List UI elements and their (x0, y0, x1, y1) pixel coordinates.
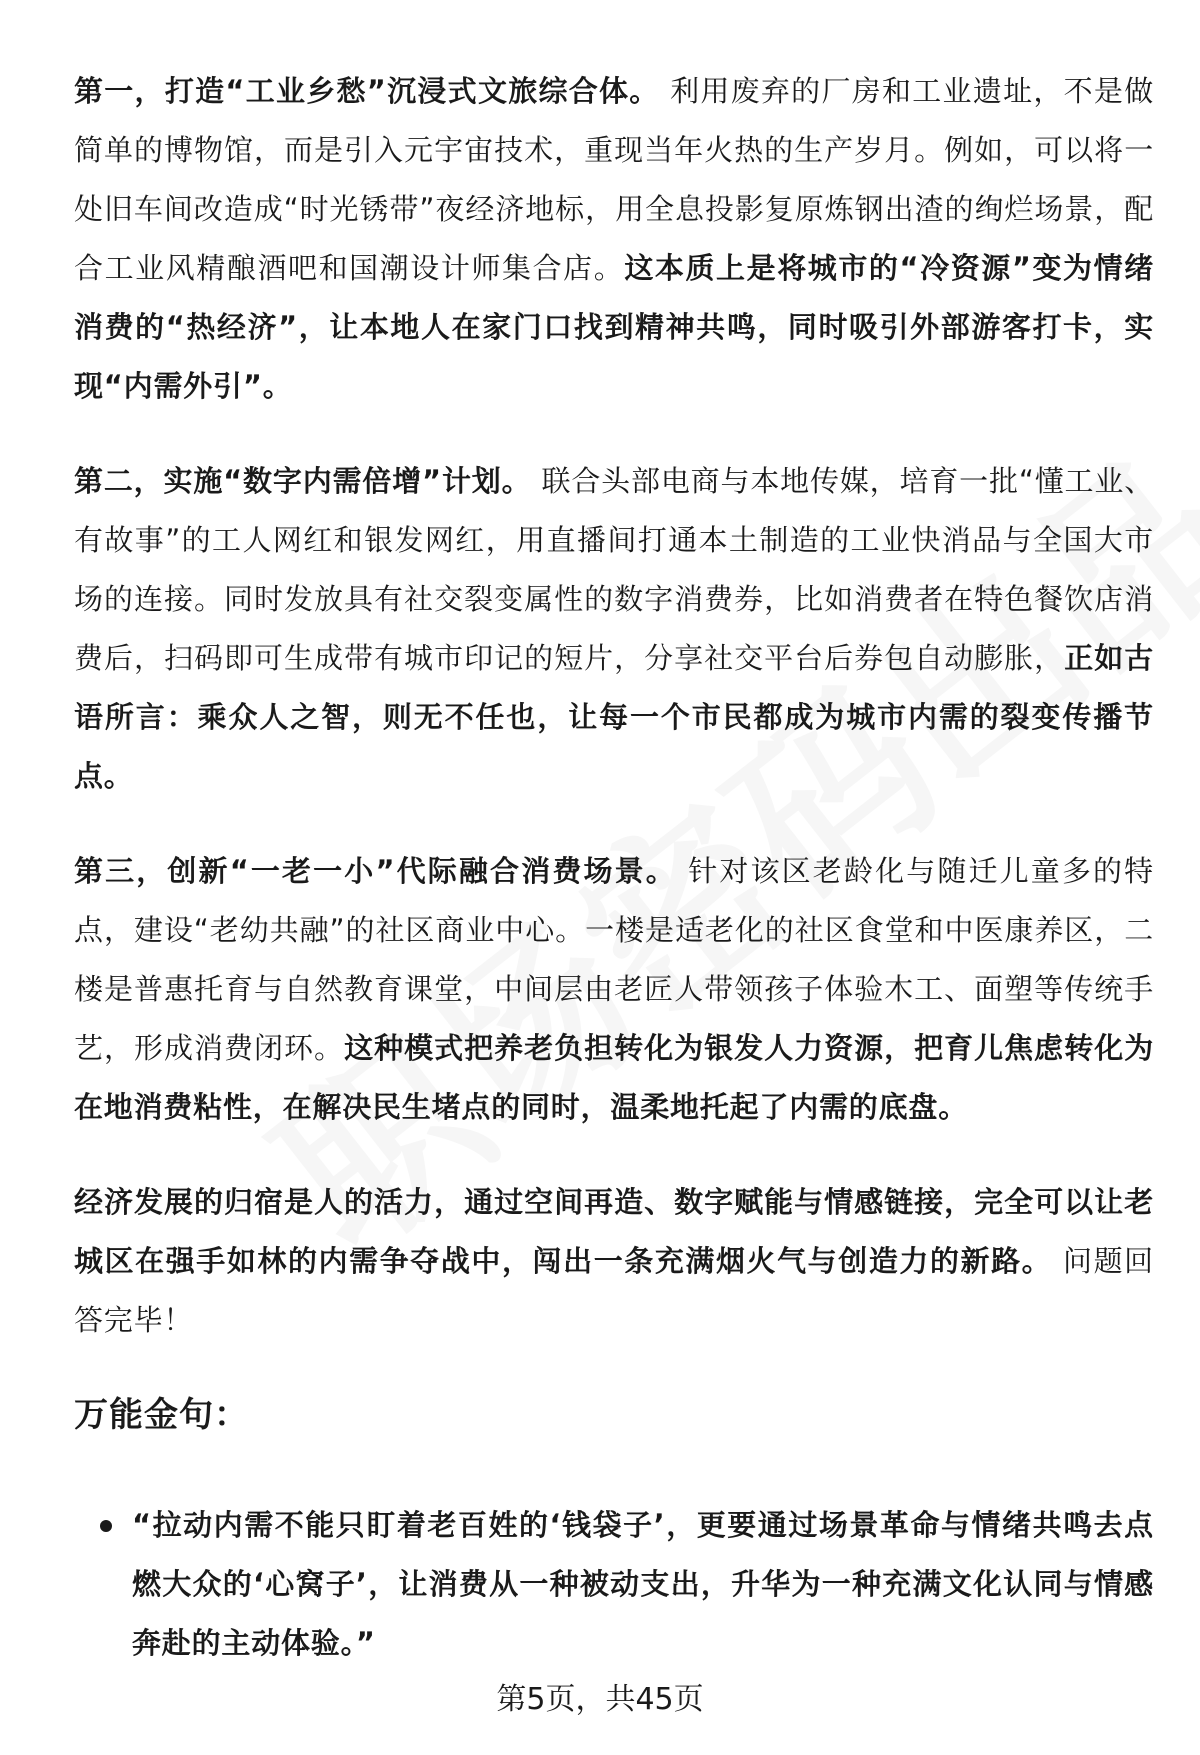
section-2 (74, 452, 1154, 806)
golden-quotes-list (74, 1496, 1154, 1673)
bullet-dot-icon (100, 1520, 112, 1532)
section-2-body: 联合头部电商与本地传媒，培育一批“懂工业、有故事”的工人网红和银发网红，用直播间打通本土制造的工业快消品与全国大市场的连接。同时发放具有社交裂变属性的数字消费券，比如消费者在特色餐饮店消费后，扫码即可生成带有城市印记的短片，分享社交平台后券包自动膨胀， (74, 464, 1154, 675)
page-number: 第5页，共45页 (496, 1682, 704, 1717)
section-3-body: 针对该区老龄化与随迁儿童多的特点，建设“老幼共融”的社区商业中心。一楼是适老化的社区食堂和中医康养区，二楼是普惠托育与自然教育课堂，中间层由老匠人带领孩子体验木工、面塑等传统手艺，形成消费闭环。 (74, 854, 1154, 1065)
section-2-lead: 第二，实施“数字内需倍增”计划。 (74, 464, 532, 498)
section-2-emphasis: 正如古语所言：乘众人之智，则无不任也，让每一个市民都成为城市内需的裂变传播节点。 (74, 641, 1154, 793)
conclusion-emphasis: 经济发展的归宿是人的活力，通过空间再造、数字赋能与情感链接，完全可以让老城区在强手如林的内需争夺战中，闯出一条充满烟火气与创造力的新路。 (74, 1185, 1154, 1278)
golden-quote-item (74, 1496, 1154, 1673)
section-3 (74, 842, 1154, 1137)
golden-quotes-heading: 万能金句： (74, 1395, 249, 1435)
golden-quote-text: “拉动内需不能只盯着老百姓的‘钱袋子’，更要通过场景革命与情绪共鸣去点燃大众的‘心窝子’，让消费从一种被动支出，升华为一种充满文化认同与情感奔赴的主动体验。” (132, 1508, 1154, 1660)
conclusion-tail: 问题回答完毕！ (74, 1244, 1154, 1337)
section-1 (74, 62, 1154, 416)
conclusion (74, 1173, 1154, 1350)
document-body (74, 62, 1154, 1673)
section-1-lead: 第一，打造“工业乡愁”沉浸式文旅综合体。 (74, 74, 660, 108)
section-3-emphasis: 这种模式把养老负担转化为银发人力资源，把育儿焦虑转化为在地消费粘性，在解决民生堵点的同时，温柔地托起了内需的底盘。 (74, 1031, 1155, 1124)
section-3-lead: 第三，创新“一老一小”代际融合消费场景。 (74, 854, 677, 888)
section-1-body: 利用废弃的厂房和工业遗址，不是做简单的博物馆，而是引入元宇宙技术，重现当年火热的生产岁月。例如，可以将一处旧车间改造成“时光锈带”夜经济地标，用全息投影复原炼钢出渣的绚烂场景，配合工业风精酿酒吧和国潮设计师集合店。 (74, 74, 1154, 285)
section-1-emphasis: 这本质上是将城市的“冷资源”变为情绪消费的“热经济”，让本地人在家门口找到精神共鸣，同时吸引外部游客打卡，实现“内需外引”。 (74, 251, 1154, 403)
